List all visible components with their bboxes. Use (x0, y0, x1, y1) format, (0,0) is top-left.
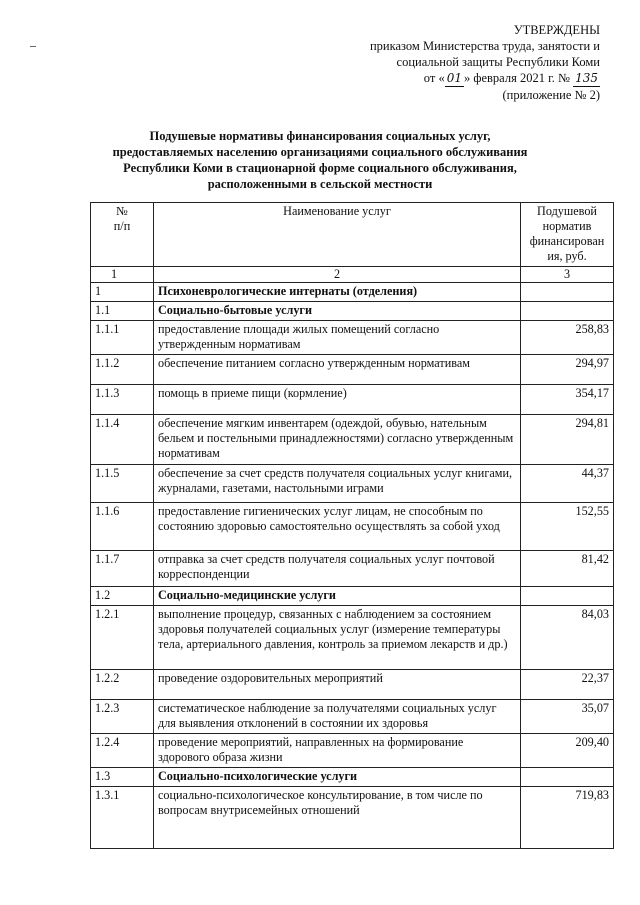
header-name-text: Наименование услуг (283, 204, 391, 218)
service-name: обеспечение мягким инвентарем (одеждой, обувью, нательным бельем и постельными принадлежностями) согласно утвержденным нормативам (154, 415, 521, 465)
section-row (91, 768, 614, 787)
approval-ministry-line: социальной защиты Республики Коми (396, 55, 600, 69)
row-number: 1.1.2 (91, 355, 154, 385)
row-number: 1.2.1 (91, 606, 154, 670)
table-row (91, 734, 614, 768)
norm-value: 258,83 (521, 321, 614, 355)
norm-value: 44,37 (521, 465, 614, 503)
header-norm (521, 203, 614, 267)
service-name: предоставление гигиенических услуг лицам, не способным по состоянию здоровью самостоятельно осуществлять за собой уход (154, 503, 521, 551)
norm-value: 152,55 (521, 503, 614, 551)
section-row (91, 283, 614, 302)
row-number: 1.1 (91, 302, 154, 321)
norm-value: 294,97 (521, 355, 614, 385)
scan-mark (30, 46, 36, 47)
norm-value (521, 283, 614, 302)
section-title: Социально-бытовые услуги (154, 302, 521, 321)
norms-table (90, 202, 614, 849)
row-number: 1.1.5 (91, 465, 154, 503)
norm-value: 35,07 (521, 700, 614, 734)
table-row (91, 355, 614, 385)
table-row (91, 670, 614, 700)
document-title (60, 128, 580, 192)
norm-value (521, 587, 614, 606)
title-line-4: расположенными в сельской местности (207, 177, 433, 191)
norm-value: 719,83 (521, 787, 614, 849)
service-name: отправка за счет средств получателя социальных услуг почтовой корреспонденции (154, 551, 521, 587)
appendix-label: (приложение № 2) (502, 88, 600, 102)
title-line-3: Республики Коми в стационарной форме социального обслуживания, (123, 161, 517, 175)
norm-value: 22,37 (521, 670, 614, 700)
table-row (91, 551, 614, 587)
row-number: 1.2.3 (91, 700, 154, 734)
service-name: предоставление площади жилых помещений согласно утвержденным нормативам (154, 321, 521, 355)
header-norm-text: Подушевой норматив финансирован ия, руб. (529, 204, 605, 263)
service-name: социально-психологическое консультирование, в том числе по вопросам внутрисемейных отношений (154, 787, 521, 849)
section-title: Социально-психологические услуги (154, 768, 521, 787)
table-row (91, 385, 614, 415)
norm-value: 209,40 (521, 734, 614, 768)
row-number: 1.1.3 (91, 385, 154, 415)
header-num (91, 203, 154, 267)
table-row (91, 415, 614, 465)
service-name: систематическое наблюдение за получателями социальных услуг для выявления отклонений в состоянии их здоровья (154, 700, 521, 734)
row-number: 1.1.6 (91, 503, 154, 551)
norm-value: 354,17 (521, 385, 614, 415)
section-title: Социально-медицинские услуги (154, 587, 521, 606)
handwritten-order-number: 135 (575, 71, 598, 85)
service-name: помощь в приеме пищи (кормление) (154, 385, 521, 415)
column-number-row (91, 267, 614, 283)
handwritten-day: 01 (446, 71, 462, 85)
table-header-row (91, 203, 614, 267)
table-row (91, 321, 614, 355)
service-name: обеспечение питанием согласно утвержденным нормативам (154, 355, 521, 385)
table-row (91, 606, 614, 670)
section-row (91, 302, 614, 321)
row-number: 1.2.4 (91, 734, 154, 768)
norm-value (521, 302, 614, 321)
row-number: 1.2 (91, 587, 154, 606)
approval-block (280, 22, 600, 103)
row-number: 1.2.2 (91, 670, 154, 700)
row-number: 1.3.1 (91, 787, 154, 849)
date-prefix: от « (423, 71, 445, 85)
service-name: выполнение процедур, связанных с наблюдением за состоянием здоровья получателей социальных услуг (измерение температуры тела, артериального давления, контроль за приемом лекарств и др.) (154, 606, 521, 670)
norm-value: 84,03 (521, 606, 614, 670)
column-number-1: 1 (91, 267, 154, 283)
column-number-2: 2 (154, 267, 521, 283)
service-name: обеспечение за счет средств получателя социальных услуг книгами, журналами, газетами, настольными играми (154, 465, 521, 503)
title-line-1: Подушевые нормативы финансирования социальных услуг, (149, 129, 491, 143)
section-title: Психоневрологические интернаты (отделения) (154, 283, 521, 302)
section-row (91, 587, 614, 606)
norm-value: 294,81 (521, 415, 614, 465)
row-number: 1.3 (91, 768, 154, 787)
service-name: проведение оздоровительных мероприятий (154, 670, 521, 700)
date-middle: » февраля 2021 г. № (464, 71, 570, 85)
approval-order-line: приказом Министерства труда, занятости и (369, 39, 600, 53)
row-number: 1.1.7 (91, 551, 154, 587)
title-line-2: предоставляемых населению организациями социального обслуживания (112, 145, 528, 159)
approval-heading: УТВЕРЖДЕНЫ (513, 23, 600, 37)
approval-date-line (280, 70, 600, 87)
norm-value (521, 768, 614, 787)
column-number-3: 3 (521, 267, 614, 283)
header-num-text: № п/п (113, 204, 131, 233)
row-number: 1.1.4 (91, 415, 154, 465)
row-number: 1.1.1 (91, 321, 154, 355)
table-row (91, 700, 614, 734)
table-row (91, 465, 614, 503)
row-number: 1 (91, 283, 154, 302)
table-row (91, 787, 614, 849)
service-name: проведение мероприятий, направленных на формирование здорового образа жизни (154, 734, 521, 768)
table-row (91, 503, 614, 551)
norm-value: 81,42 (521, 551, 614, 587)
header-name (154, 203, 521, 267)
